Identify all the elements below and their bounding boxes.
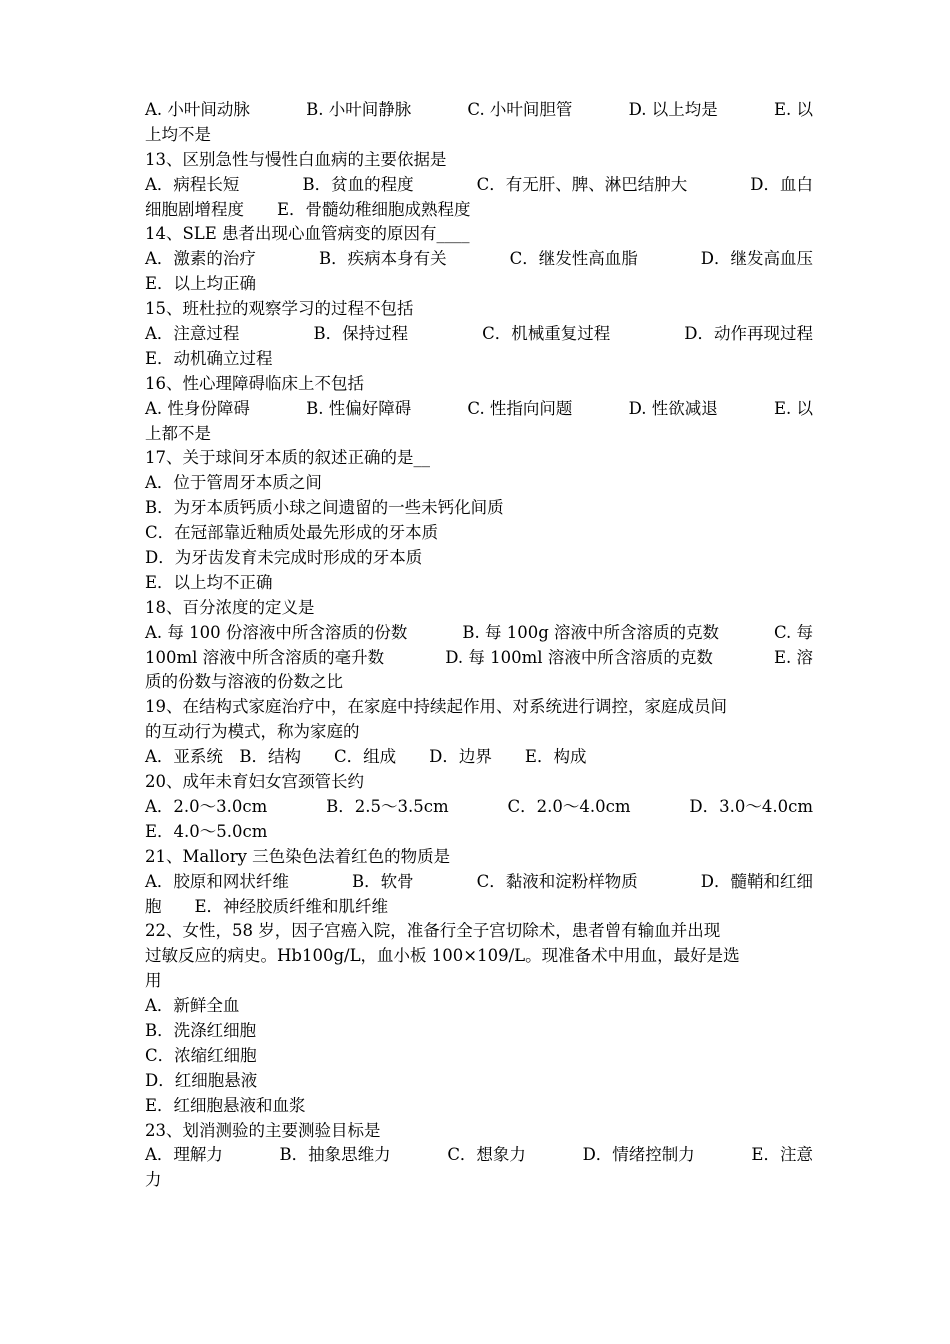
option-item: D．3.0～4.0cm (689, 796, 813, 816)
text-line: A．新鲜全血 (145, 996, 240, 1016)
text-line: 细胞剧增程度 E．骨髓幼稚细胞成熟程度 (145, 199, 471, 219)
option-item: B．保持过程 (313, 324, 409, 344)
option-line (145, 397, 813, 422)
text-line: B．为牙本质钙质小球之间遗留的一些未钙化间质 (145, 498, 504, 518)
text-line: 胞 E．神经胶质纤维和肌纤维 (145, 896, 389, 916)
text-line: E．以上均正确 (145, 274, 257, 294)
option-item: C. 小叶间胆管 (467, 100, 573, 119)
option-item: D．髓鞘和红细 (700, 871, 813, 891)
text-line: 20、成年未育妇女宫颈管长约 (145, 772, 364, 792)
text-line: C．浓缩红细胞 (145, 1045, 257, 1065)
option-item: B．贫血的程度 (302, 174, 414, 194)
option-item: B．疾病本身有关 (318, 249, 447, 269)
option-item: A. 性身份障碍 (145, 398, 250, 418)
option-item: A．注意过程 (145, 324, 240, 344)
option-item: E. 以 (773, 100, 813, 119)
option-item: B．抽象思维力 (279, 1145, 391, 1165)
text-line: A．位于管周牙本质之间 (145, 473, 322, 493)
option-item: C．机械重复过程 (482, 324, 611, 344)
option-item: B. 每 100g 溶液中所含溶质的克数 (462, 622, 720, 642)
document-body (145, 98, 813, 1193)
option-item: B. 性偏好障碍 (306, 398, 412, 418)
option-item: C．2.0～4.0cm (507, 796, 631, 816)
text-line: D．为牙齿发育未完成时形成的牙本质 (145, 548, 423, 568)
text-line: 的互动行为模式，称为家庭的 (145, 722, 360, 742)
option-item: A. 小叶间动脉 (145, 100, 250, 119)
text-line: 质的份数与溶液的份数之比 (145, 672, 343, 692)
option-item: A．2.0～3.0cm (145, 796, 268, 816)
option-item: A．胶原和网状纤维 (145, 871, 289, 891)
option-line (145, 173, 813, 198)
option-item: D．继发高血压 (700, 249, 813, 269)
text-line: 18、百分浓度的定义是 (145, 597, 315, 617)
option-item: C．想象力 (447, 1145, 526, 1165)
option-item: E．注意 (751, 1145, 813, 1165)
option-item: D．血白 (750, 174, 813, 194)
option-item: A．理解力 (145, 1145, 223, 1165)
option-line (145, 870, 813, 895)
text-line: 力 (145, 1170, 162, 1190)
option-item: D. 每 100ml 溶液中所含溶质的克数 (445, 647, 713, 667)
text-line: D．红细胞悬液 (145, 1070, 258, 1090)
option-item: A. 每 100 份溶液中所含溶质的份数 (145, 622, 408, 642)
text-line: 19、在结构式家庭治疗中，在家庭中持续起作用、对系统进行调控，家庭成员间 (145, 697, 727, 717)
text-line: 上均不是 (145, 124, 211, 144)
option-line (145, 621, 813, 646)
text-line: 15、班杜拉的观察学习的过程不包括 (145, 299, 414, 319)
text-line: E．4.0～5.0cm (145, 821, 268, 841)
text-line: B．洗涤红细胞 (145, 1020, 257, 1040)
text-line: 23、划消测验的主要测验目标是 (145, 1120, 381, 1140)
option-item: B．软骨 (351, 871, 414, 891)
text-line: 21、Mallory 三色染色法着红色的物质是 (145, 846, 451, 866)
option-item: D. 性欲减退 (628, 398, 718, 418)
option-line (145, 98, 813, 123)
option-item: E. 以 (773, 398, 813, 418)
text-line: A．亚系统 B．结构 C．组成 D．边界 E．构成 (145, 747, 587, 767)
text-line: C．在冠部靠近釉质处最先形成的牙本质 (145, 523, 439, 543)
option-item: C. 性指向问题 (467, 398, 573, 418)
option-line (145, 795, 813, 820)
text-line: 过敏反应的病史。Hb100g/L，血小板 100×109/L。现准备术中用血，最好是选 (145, 946, 740, 966)
option-item: B．2.5～3.5cm (326, 796, 449, 816)
option-line (145, 1143, 813, 1168)
text-line: 14、SLE 患者出现心血管病变的原因有____ (145, 224, 470, 244)
option-line (145, 322, 813, 347)
option-item: 100ml 溶液中所含溶质的毫升数 (145, 647, 385, 667)
option-item: D. 以上均是 (628, 100, 718, 119)
option-item: C．继发性高血脂 (509, 249, 638, 269)
option-line (145, 646, 813, 671)
option-item: C．黏液和淀粉样物质 (476, 871, 638, 891)
text-line: E．动机确立过程 (145, 348, 273, 368)
option-item: C．有无肝、脾、淋巴结肿大 (476, 174, 688, 194)
option-line (145, 247, 813, 272)
text-line: E．以上均不正确 (145, 572, 273, 592)
option-item: A．病程长短 (145, 174, 240, 194)
option-item: A．激素的治疗 (145, 249, 256, 269)
text-line: 17、关于球间牙本质的叙述正确的是__ (145, 448, 430, 468)
text-line: E．红细胞悬液和血浆 (145, 1095, 306, 1115)
option-item: D．情绪控制力 (582, 1145, 695, 1165)
option-item: B. 小叶间静脉 (306, 100, 412, 119)
option-item: C. 每 (773, 622, 813, 642)
text-line: 16、性心理障碍临床上不包括 (145, 373, 364, 393)
text-line: 用 (145, 971, 162, 991)
text-line: 13、区别急性与慢性白血病的主要依据是 (145, 149, 447, 169)
option-item: E. 溶 (773, 647, 813, 667)
text-line: 22、女性，58 岁，因子宫癌入院，准备行全子宫切除术，患者曾有输血并出现 (145, 921, 721, 941)
text-line: 上都不是 (145, 423, 211, 443)
option-item: D．动作再现过程 (684, 324, 813, 344)
